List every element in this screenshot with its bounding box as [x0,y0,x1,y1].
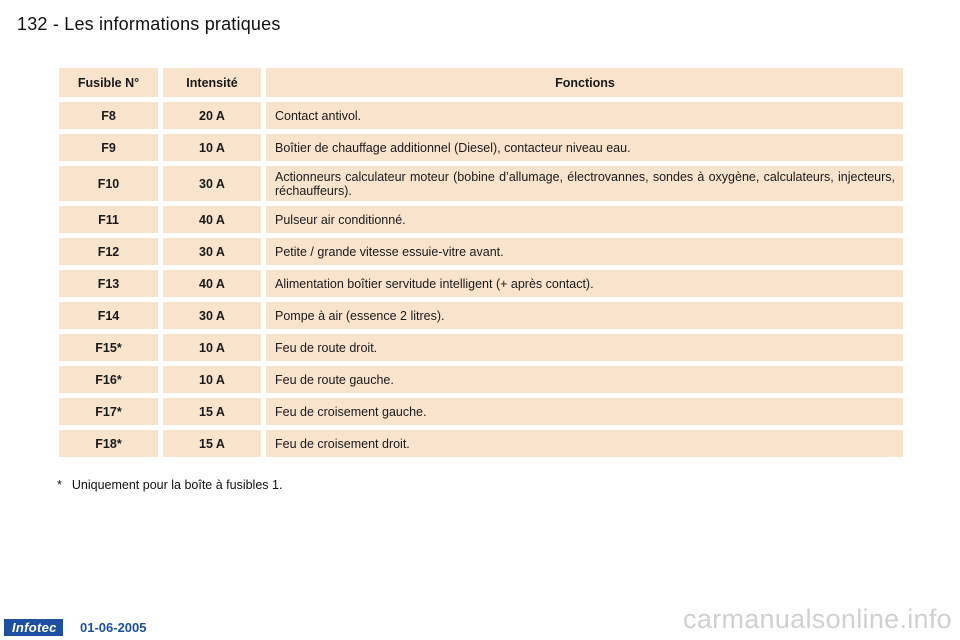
fuse-number: F12 [59,238,158,265]
fuse-number: F10 [59,166,158,201]
table-row [59,102,903,129]
fuse-function: Petite / grande vitesse essuie-vitre avant. [266,238,903,265]
fuse-number: F15* [59,334,158,361]
fuse-number: F16* [59,366,158,393]
fuse-intensity: 20 A [163,102,261,129]
fuse-number: F9 [59,134,158,161]
fuse-function: Contact antivol. [266,102,903,129]
table-row [59,430,903,457]
fuse-intensity: 15 A [163,430,261,457]
edition-date: 01-06-2005 [80,620,147,635]
fuse-intensity: 40 A [163,206,261,233]
footnote [57,478,282,492]
table-row [59,270,903,297]
fuse-function: Pulseur air conditionné. [266,206,903,233]
table-row [59,334,903,361]
fuse-number: F11 [59,206,158,233]
table-header [59,68,903,97]
fuse-function: Actionneurs calculateur moteur (bobine d’allumage, électrovannes, sondes à oxygène, calculateurs, injecteurs, réchauffeurs). [266,166,903,201]
column-header-intensity: Intensité [163,68,261,97]
column-header-functions: Fonctions [266,68,903,97]
fuse-intensity: 30 A [163,302,261,329]
footnote-text: Uniquement pour la boîte à fusibles 1. [71,478,283,492]
fuse-number: F14 [59,302,158,329]
fuse-intensity: 30 A [163,166,261,201]
column-header-fuse: Fusible N° [59,68,158,97]
fuse-intensity: 10 A [163,366,261,393]
fuse-intensity: 30 A [163,238,261,265]
fuse-function: Alimentation boîtier servitude intelligent (+ après contact). [266,270,903,297]
fuse-intensity: 40 A [163,270,261,297]
fuse-function: Feu de route gauche. [266,366,903,393]
fuse-number: F13 [59,270,158,297]
fuse-number: F18* [59,430,158,457]
infotec-logo: Infotec [4,619,63,636]
fuse-number: F8 [59,102,158,129]
table-row [59,398,903,425]
fuse-function: Feu de croisement gauche. [266,398,903,425]
fuse-intensity: 15 A [163,398,261,425]
table-row [59,206,903,233]
table-row [59,366,903,393]
fuse-table [59,68,903,462]
fuse-function: Boîtier de chauffage additionnel (Diesel), contacteur niveau eau. [266,134,903,161]
table-row [59,134,903,161]
watermark: carmanualsonline.info [683,604,952,634]
fuse-intensity: 10 A [163,134,261,161]
page-title: 132 - Les informations pratiques [17,14,281,34]
table-row [59,238,903,265]
fuse-intensity: 10 A [163,334,261,361]
fuse-function: Pompe à air (essence 2 litres). [266,302,903,329]
table-row [59,302,903,329]
footnote-asterisk: * [57,478,62,492]
fuse-function: Feu de croisement droit. [266,430,903,457]
table-row [59,166,903,201]
fuse-function: Feu de route droit. [266,334,903,361]
fuse-number: F17* [59,398,158,425]
